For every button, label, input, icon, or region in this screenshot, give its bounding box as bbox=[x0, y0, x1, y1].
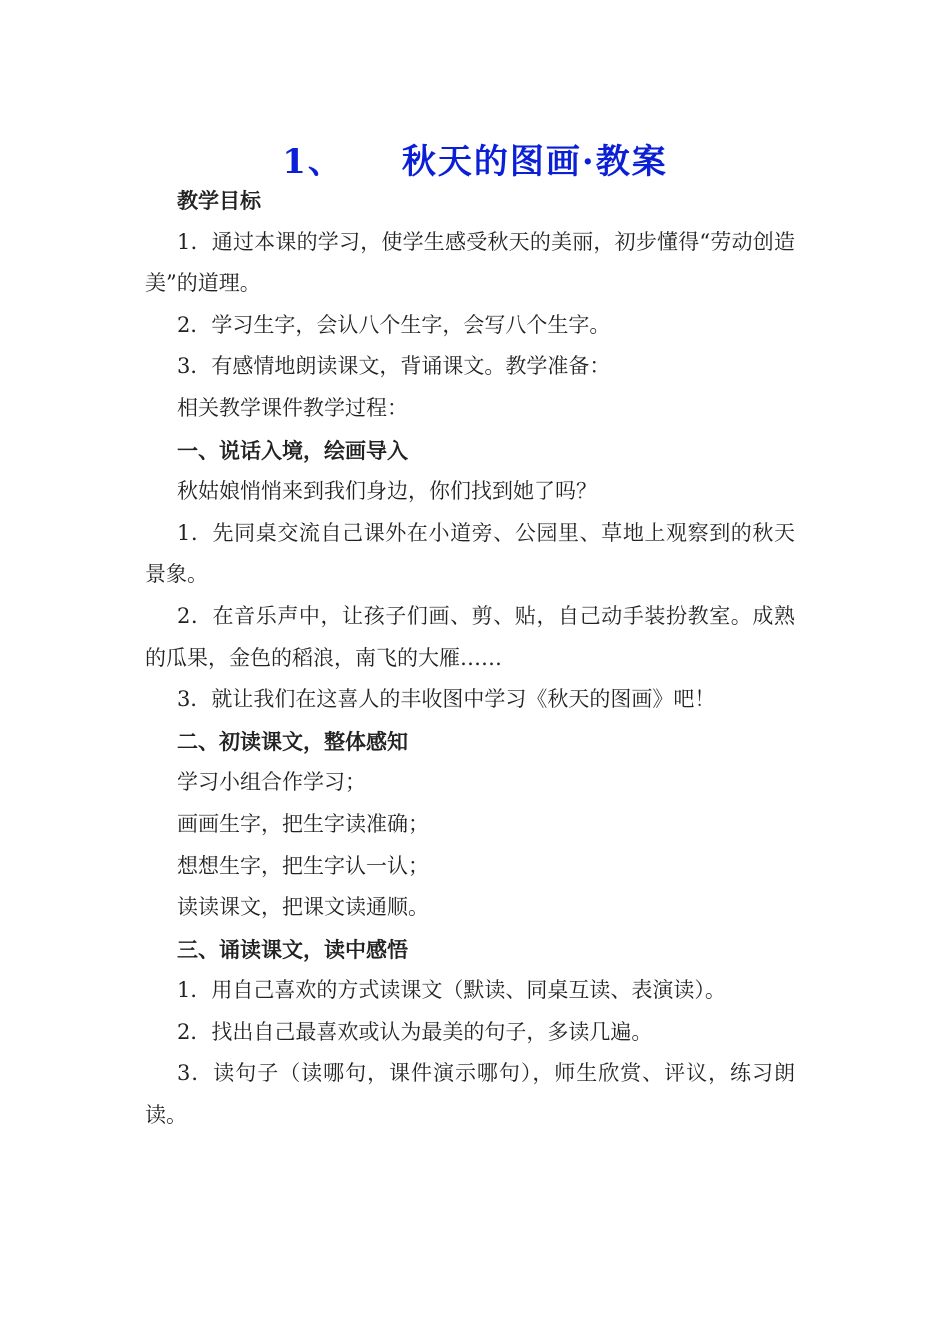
step-1-2: 2．在音乐声中，让孩子们画、剪、贴，自己动手装扮教室。成熟的瓜果，金色的稻浪，南飞的大雁…… bbox=[145, 603, 795, 670]
section-heading-2: 二、初读课文，整体感知 bbox=[177, 728, 408, 754]
objective-2: 2．学习生字，会认八个生字，会写八个生字。 bbox=[177, 312, 611, 337]
step-2-3: 想想生字，把生字认一认； bbox=[177, 853, 429, 878]
step-2-2: 画画生字，把生字读准确； bbox=[177, 811, 429, 836]
step-2-4: 读读课文，把课文读通顺。 bbox=[177, 895, 429, 920]
objective-1: 1．通过本课的学习，使学生感受秋天的美丽，初步懂得“劳动创造美”的道理。 bbox=[145, 229, 795, 296]
objective-3: 3．有感情地朗读课文，背诵课文。教学准备： bbox=[177, 354, 611, 379]
step-3-1: 1．用自己喜欢的方式读课文（默读、同桌互读、表演读）。 bbox=[177, 978, 726, 1003]
step-2-1: 学习小组合作学习； bbox=[177, 770, 366, 795]
paragraph-intro: 秋姑娘悄悄来到我们身边，你们找到她了吗？ bbox=[177, 479, 597, 504]
step-1-3: 3．就让我们在这喜人的丰收图中学习《秋天的图画》吧！ bbox=[177, 687, 716, 712]
step-3-3: 3．读句子（读哪句，课件演示哪句），师生欣赏、评议，练习朗读。 bbox=[145, 1061, 795, 1128]
step-3-2: 2．找出自己最喜欢或认为最美的句子，多读几遍。 bbox=[177, 1019, 653, 1044]
title-number: 1、 bbox=[282, 142, 344, 182]
document-title bbox=[0, 134, 950, 183]
paragraph-process: 相关教学课件教学过程： bbox=[177, 395, 408, 420]
title-text: 秋天的图画·教案 bbox=[401, 142, 668, 182]
section-heading-objectives: 教学目标 bbox=[177, 188, 261, 213]
section-heading-1: 一、说话入境，绘画导入 bbox=[177, 437, 408, 463]
section-heading-3: 三、诵读课文，读中感悟 bbox=[177, 936, 408, 962]
document-body bbox=[145, 180, 795, 1137]
step-1-1: 1．先同桌交流自己课外在小道旁、公园里、草地上观察到的秋天景象。 bbox=[145, 520, 795, 587]
